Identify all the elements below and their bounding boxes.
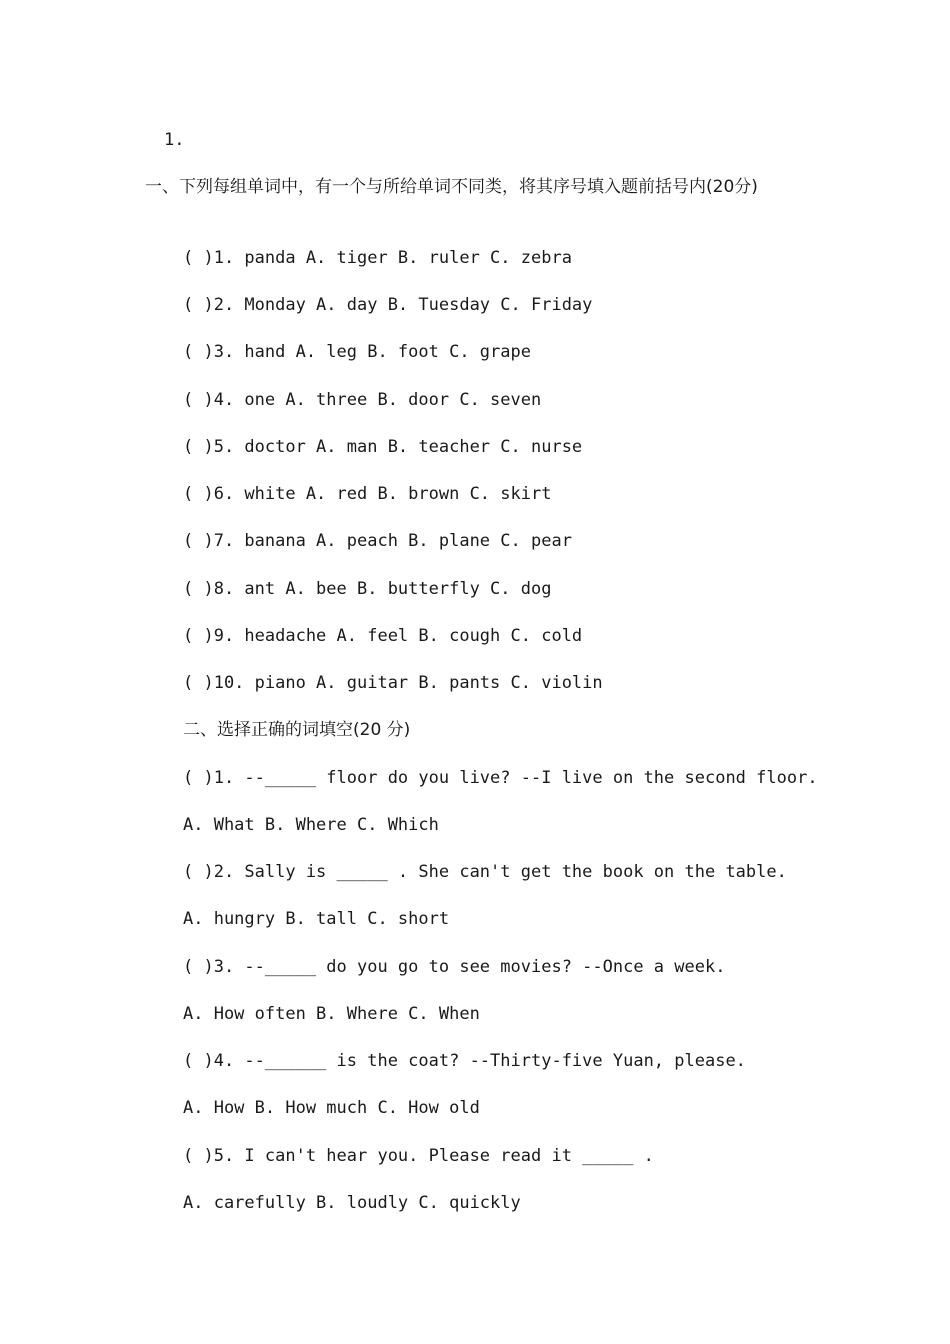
section-2-options: A. What B. Where C. Which <box>183 815 439 835</box>
section-2-title: 二、选择正确的词填空(20 分) <box>183 720 411 740</box>
section-1-item: ( )2. Monday A. day B. Tuesday C. Friday <box>183 295 593 315</box>
section-2-question: ( )3. --_____ do you go to see movies? --Once a week. <box>183 957 726 977</box>
section-1-item: ( )4. one A. three B. door C. seven <box>183 390 542 410</box>
section-1-item: ( )8. ant A. bee B. butterfly C. dog <box>183 579 552 599</box>
section-1-title: 一、下列每组单词中，有一个与所给单词不同类，将其序号填入题前括号内(20分) <box>145 177 758 197</box>
section-2-question: ( )2. Sally is _____ . She can't get the book on the table. <box>183 862 787 882</box>
question-number: 1. <box>164 130 185 150</box>
section-1-item: ( )3. hand A. leg B. foot C. grape <box>183 342 531 362</box>
section-2-options: A. How B. How much C. How old <box>183 1098 480 1118</box>
section-1-item: ( )7. banana A. peach B. plane C. pear <box>183 531 572 551</box>
section-2-question: ( )5. I can't hear you. Please read it _____ . <box>183 1146 654 1166</box>
section-2-question: ( )1. --_____ floor do you live? --I live on the second floor. <box>183 768 818 788</box>
section-2-options: A. carefully B. loudly C. quickly <box>183 1193 521 1213</box>
section-1-item: ( )9. headache A. feel B. cough C. cold <box>183 626 583 646</box>
section-1-item: ( )10. piano A. guitar B. pants C. violin <box>183 673 603 693</box>
section-1-item: ( )6. white A. red B. brown C. skirt <box>183 484 552 504</box>
section-1-item: ( )5. doctor A. man B. teacher C. nurse <box>183 437 583 457</box>
section-2-options: A. How often B. Where C. When <box>183 1004 480 1024</box>
section-2-options: A. hungry B. tall C. short <box>183 909 450 929</box>
section-1-item: ( )1. panda A. tiger B. ruler C. zebra <box>183 248 572 268</box>
section-2-question: ( )4. --______ is the coat? --Thirty-five Yuan, please. <box>183 1051 746 1071</box>
